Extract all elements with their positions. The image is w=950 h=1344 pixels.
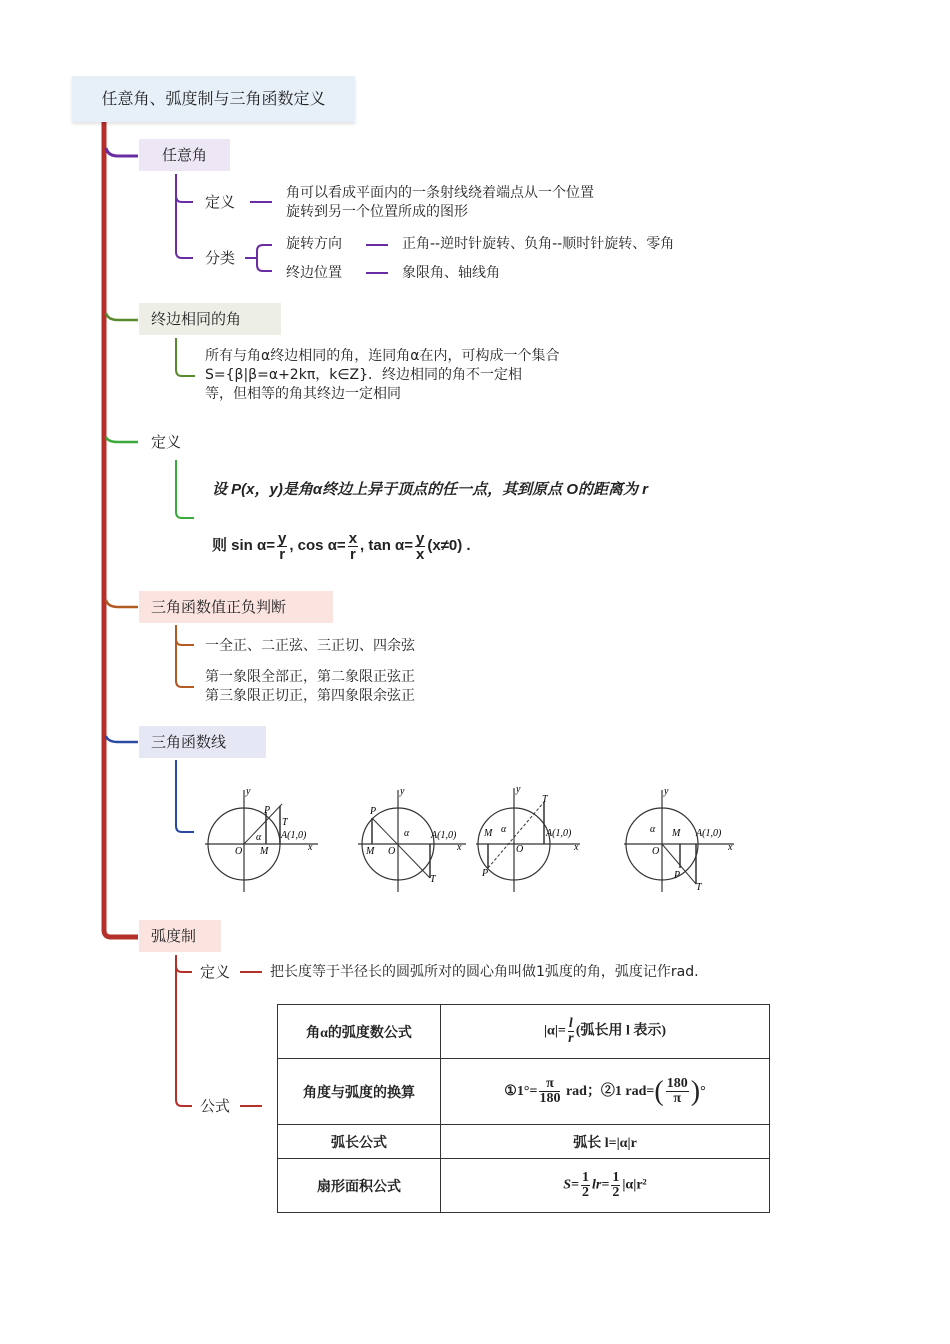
s1-class-label: 分类 [205,249,236,267]
node-s3[interactable] [139,426,193,458]
row4-name: 扇形面积公式 [278,1159,441,1213]
node-s1-label: 任意角 [161,146,207,164]
d4-x: x [728,842,733,853]
d4-m: M [672,828,681,839]
s4-line3: 第三象限正切正，第四象限余弦正 [205,688,415,704]
d3-y: y [516,784,521,795]
branch-s5 [106,736,138,742]
d1-t: T [282,817,288,828]
row1-num: l [568,1016,573,1031]
s2-line2: S={β|β=α+2kπ，k∈Z}．终边相同的角不一定相 [205,367,523,383]
s4-line1: 一全正、二正弦、三正切、四余弦 [205,638,415,654]
row1-formula [441,1005,770,1059]
s6-formula-label: 公式 [200,1097,231,1115]
title-box[interactable] [72,76,355,122]
tan-den: x [416,545,425,563]
row2-formula: ①1°= $\frac{\pi}{180}$ rad；②1 rad=( $\frac{180}{\pi}$ )° [441,1059,770,1125]
table-row [278,1125,770,1159]
s1-sub [176,174,193,258]
d2-p: P [370,806,377,817]
trig-diagram-q1 [205,786,318,892]
row4-d2: 2 [612,1185,620,1200]
d1-x: x [308,842,313,853]
s3-p2 [212,524,471,568]
trunk-line [104,122,138,937]
d3-p: P [482,868,489,879]
d3-a: A(1,0) [546,828,572,839]
row2-a: ①1°= [504,1083,538,1099]
row1-name: 角α的弧度数公式 [278,1005,441,1059]
trig-line-diagrams [200,780,760,900]
d4-t: T [696,882,702,893]
row4-n2: 1 [612,1170,620,1185]
row2-b-num: 180 [666,1076,688,1091]
s3-cos-lead: , cos α= [289,537,346,554]
d1-alpha: α [256,832,262,843]
s1-dir-label: 旋转方向 [286,236,342,252]
node-s5[interactable] [139,726,266,758]
s1-pos-label: 终边位置 [286,265,342,281]
node-s6[interactable] [139,920,221,952]
row4-tail: |α|r² [622,1177,647,1193]
row2-c: ° [700,1083,706,1099]
d1-o: O [235,846,243,857]
d4-o: O [652,846,660,857]
branch-s4 [106,600,138,607]
branch-s3 [106,437,138,442]
row3-name: 弧长公式 [278,1125,441,1159]
s2-line1: 所有与角α终边相同的角，连同角α在内，可构成一个集合 [205,348,560,364]
s3-p1: 设 P(x，y)是角α终边上异于顶点的任一点，其到原点 O的距离为 r [212,481,648,498]
s1-def-label: 定义 [205,193,236,211]
d3-m: M [484,828,493,839]
table-row [278,1005,770,1059]
node-s6-label: 弧度制 [151,927,197,945]
d3-o: O [516,844,524,855]
row1-den: r [568,1031,574,1046]
s6-def-label: 定义 [200,963,231,981]
node-s2[interactable] [139,303,281,335]
d4-y: y [664,786,669,797]
row2-a-den: 180 [539,1091,561,1106]
node-s4[interactable] [139,591,333,623]
row2-a-num: π [539,1077,560,1092]
d2-x: x [457,842,462,853]
d1-m: M [260,846,269,857]
branch-s1 [106,148,138,156]
s1-pos-text: 象限角、轴线角 [402,265,500,281]
s1-def-line2: 旋转到另一个位置所成的图形 [286,204,468,220]
s1-dir-text: 正角--逆时针旋转、负角--顺时针旋转、零角 [402,236,675,252]
d3-t: T [542,794,548,805]
s6-def-text: 把长度等于半径长的圆弧所对的圆心角叫做1弧度的角，弧度记作rad. [270,964,699,980]
d1-a: A(1,0) [281,830,307,841]
d2-m: M [366,846,375,857]
row3-formula: 弧长 l=|α|r [441,1125,770,1159]
row2-name: 角度与弧度的换算 [278,1059,441,1125]
s4-line2: 第一象限全部正，第二象限正弦正 [205,669,415,685]
row4-mid: lr= [592,1177,610,1193]
d4-alpha: α [650,824,656,835]
node-s3-label: 定义 [151,433,182,451]
trig-diagram-q2 [358,786,466,892]
node-s4-label: 三角函数值正负判断 [151,598,287,616]
s3-tan-lead: , tan α= [360,537,414,554]
d2-alpha: α [404,828,410,839]
branch-s2 [106,313,138,320]
d4-p: P [674,870,681,881]
d2-o: O [388,846,396,857]
tan-num: y [416,529,425,547]
d1-p: P [264,805,271,816]
d2-a: A(1,0) [431,830,457,841]
row2-b: rad；②1 rad= [562,1083,655,1099]
row4-lead: S= [563,1177,580,1193]
s3-tan-tail: (x≠0) . [427,537,471,554]
row1-tail: (弧长用 l 表示) [575,1023,667,1039]
trig-diagram-q4 [624,786,734,893]
cos-num: x [348,529,358,547]
s1-def-line1: 角可以看成平面内的一条射线绕着端点从一个位置 [286,185,594,201]
table-row [278,1059,770,1125]
row4-n1: 1 [582,1170,590,1185]
d1-y: y [246,786,251,797]
s2-line3: 等，但相等的角其终边一定相同 [205,386,401,402]
s3-sin-lead: 则 sin α= [212,537,275,554]
sin-num: y [278,529,287,547]
page-title: 任意角、弧度制与三角函数定义 [101,89,326,108]
row2-b-den: π [673,1091,682,1106]
node-s5-label: 三角函数线 [151,733,227,751]
table-row [278,1159,770,1213]
trig-diagram-q3 [476,784,580,892]
radian-formula-table [277,1004,770,1213]
cos-den: r [349,545,356,563]
d3-alpha: α [501,824,507,835]
d4-a: A(1,0) [696,828,722,839]
sin-den: r [279,545,286,563]
d2-y: y [400,786,405,797]
d2-t: T [430,874,436,885]
row4-formula [441,1159,770,1213]
node-s1[interactable] [139,139,230,171]
row1-lead: |α|= [543,1023,566,1039]
d3-x: x [574,842,579,853]
node-s2-label: 终边相同的角 [151,310,242,328]
row4-d1: 2 [582,1185,590,1200]
